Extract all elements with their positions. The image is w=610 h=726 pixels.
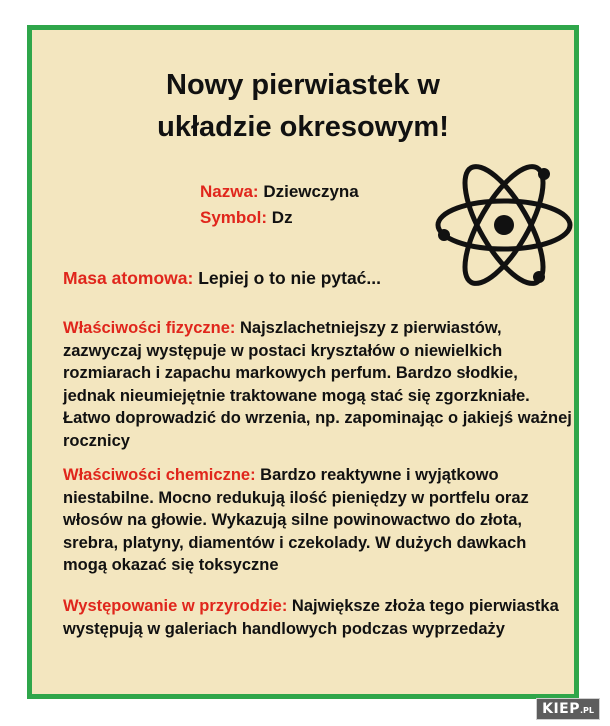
section-atomic-mass-text: Lepiej o to nie pytać... bbox=[198, 268, 381, 288]
section-chemical-label: Właściwości chemiczne: bbox=[63, 466, 256, 484]
element-symbol-label: Symbol: bbox=[200, 208, 268, 227]
section-physical-text: Najszlachetniejszy z pierwiastów, zazwyczaj występuje w postaci kryształów o niewielkich rozmiarach i zapachu markowych perfum. Bardzo słodkie, jednak nieumiejętnie traktowane mogą stać się zgorzkniałe. Łatwo doprowadzić do wrzenia, np. zapominając o jakiejś ważnej rocznicy bbox=[63, 319, 572, 450]
title-line-1: Nowy pierwiastek w bbox=[166, 69, 440, 101]
poster-card bbox=[27, 25, 579, 699]
element-symbol-value: Dz bbox=[271, 208, 293, 227]
title-line-2: układzie okresowym! bbox=[157, 111, 449, 143]
watermark-suffix: .PL bbox=[580, 706, 594, 715]
section-physical-properties bbox=[63, 317, 573, 452]
element-symbol bbox=[200, 207, 293, 229]
section-occurrence-label: Występowanie w przyrodzie: bbox=[63, 597, 288, 615]
section-atomic-mass-label: Masa atomowa: bbox=[63, 268, 194, 288]
element-name-label: Nazwa: bbox=[200, 182, 259, 201]
section-occurrence bbox=[63, 595, 573, 640]
page-title bbox=[32, 64, 574, 148]
watermark-main: KIEP bbox=[542, 701, 580, 717]
element-name bbox=[200, 181, 359, 203]
element-name-value: Dziewczyna bbox=[263, 182, 359, 201]
section-atomic-mass bbox=[63, 267, 573, 290]
site-watermark bbox=[536, 698, 600, 720]
section-chemical-properties bbox=[63, 464, 573, 577]
section-physical-label: Właściwości fizyczne: bbox=[63, 319, 236, 337]
section-occurrence-text: Największe złoża tego pierwiastka występują w galeriach handlowych podczas wyprzedaży bbox=[63, 597, 559, 638]
section-chemical-text: Bardzo reaktywne i wyjątkowo niestabilne. Mocno redukują ilość pieniędzy w portfelu oraz włosów na głowie. Wykazują silne powinowactwo do złota, srebra, platyny, diamentów i czekolady. W dużych dawkach mogą okazać się toksyczne bbox=[63, 466, 529, 574]
